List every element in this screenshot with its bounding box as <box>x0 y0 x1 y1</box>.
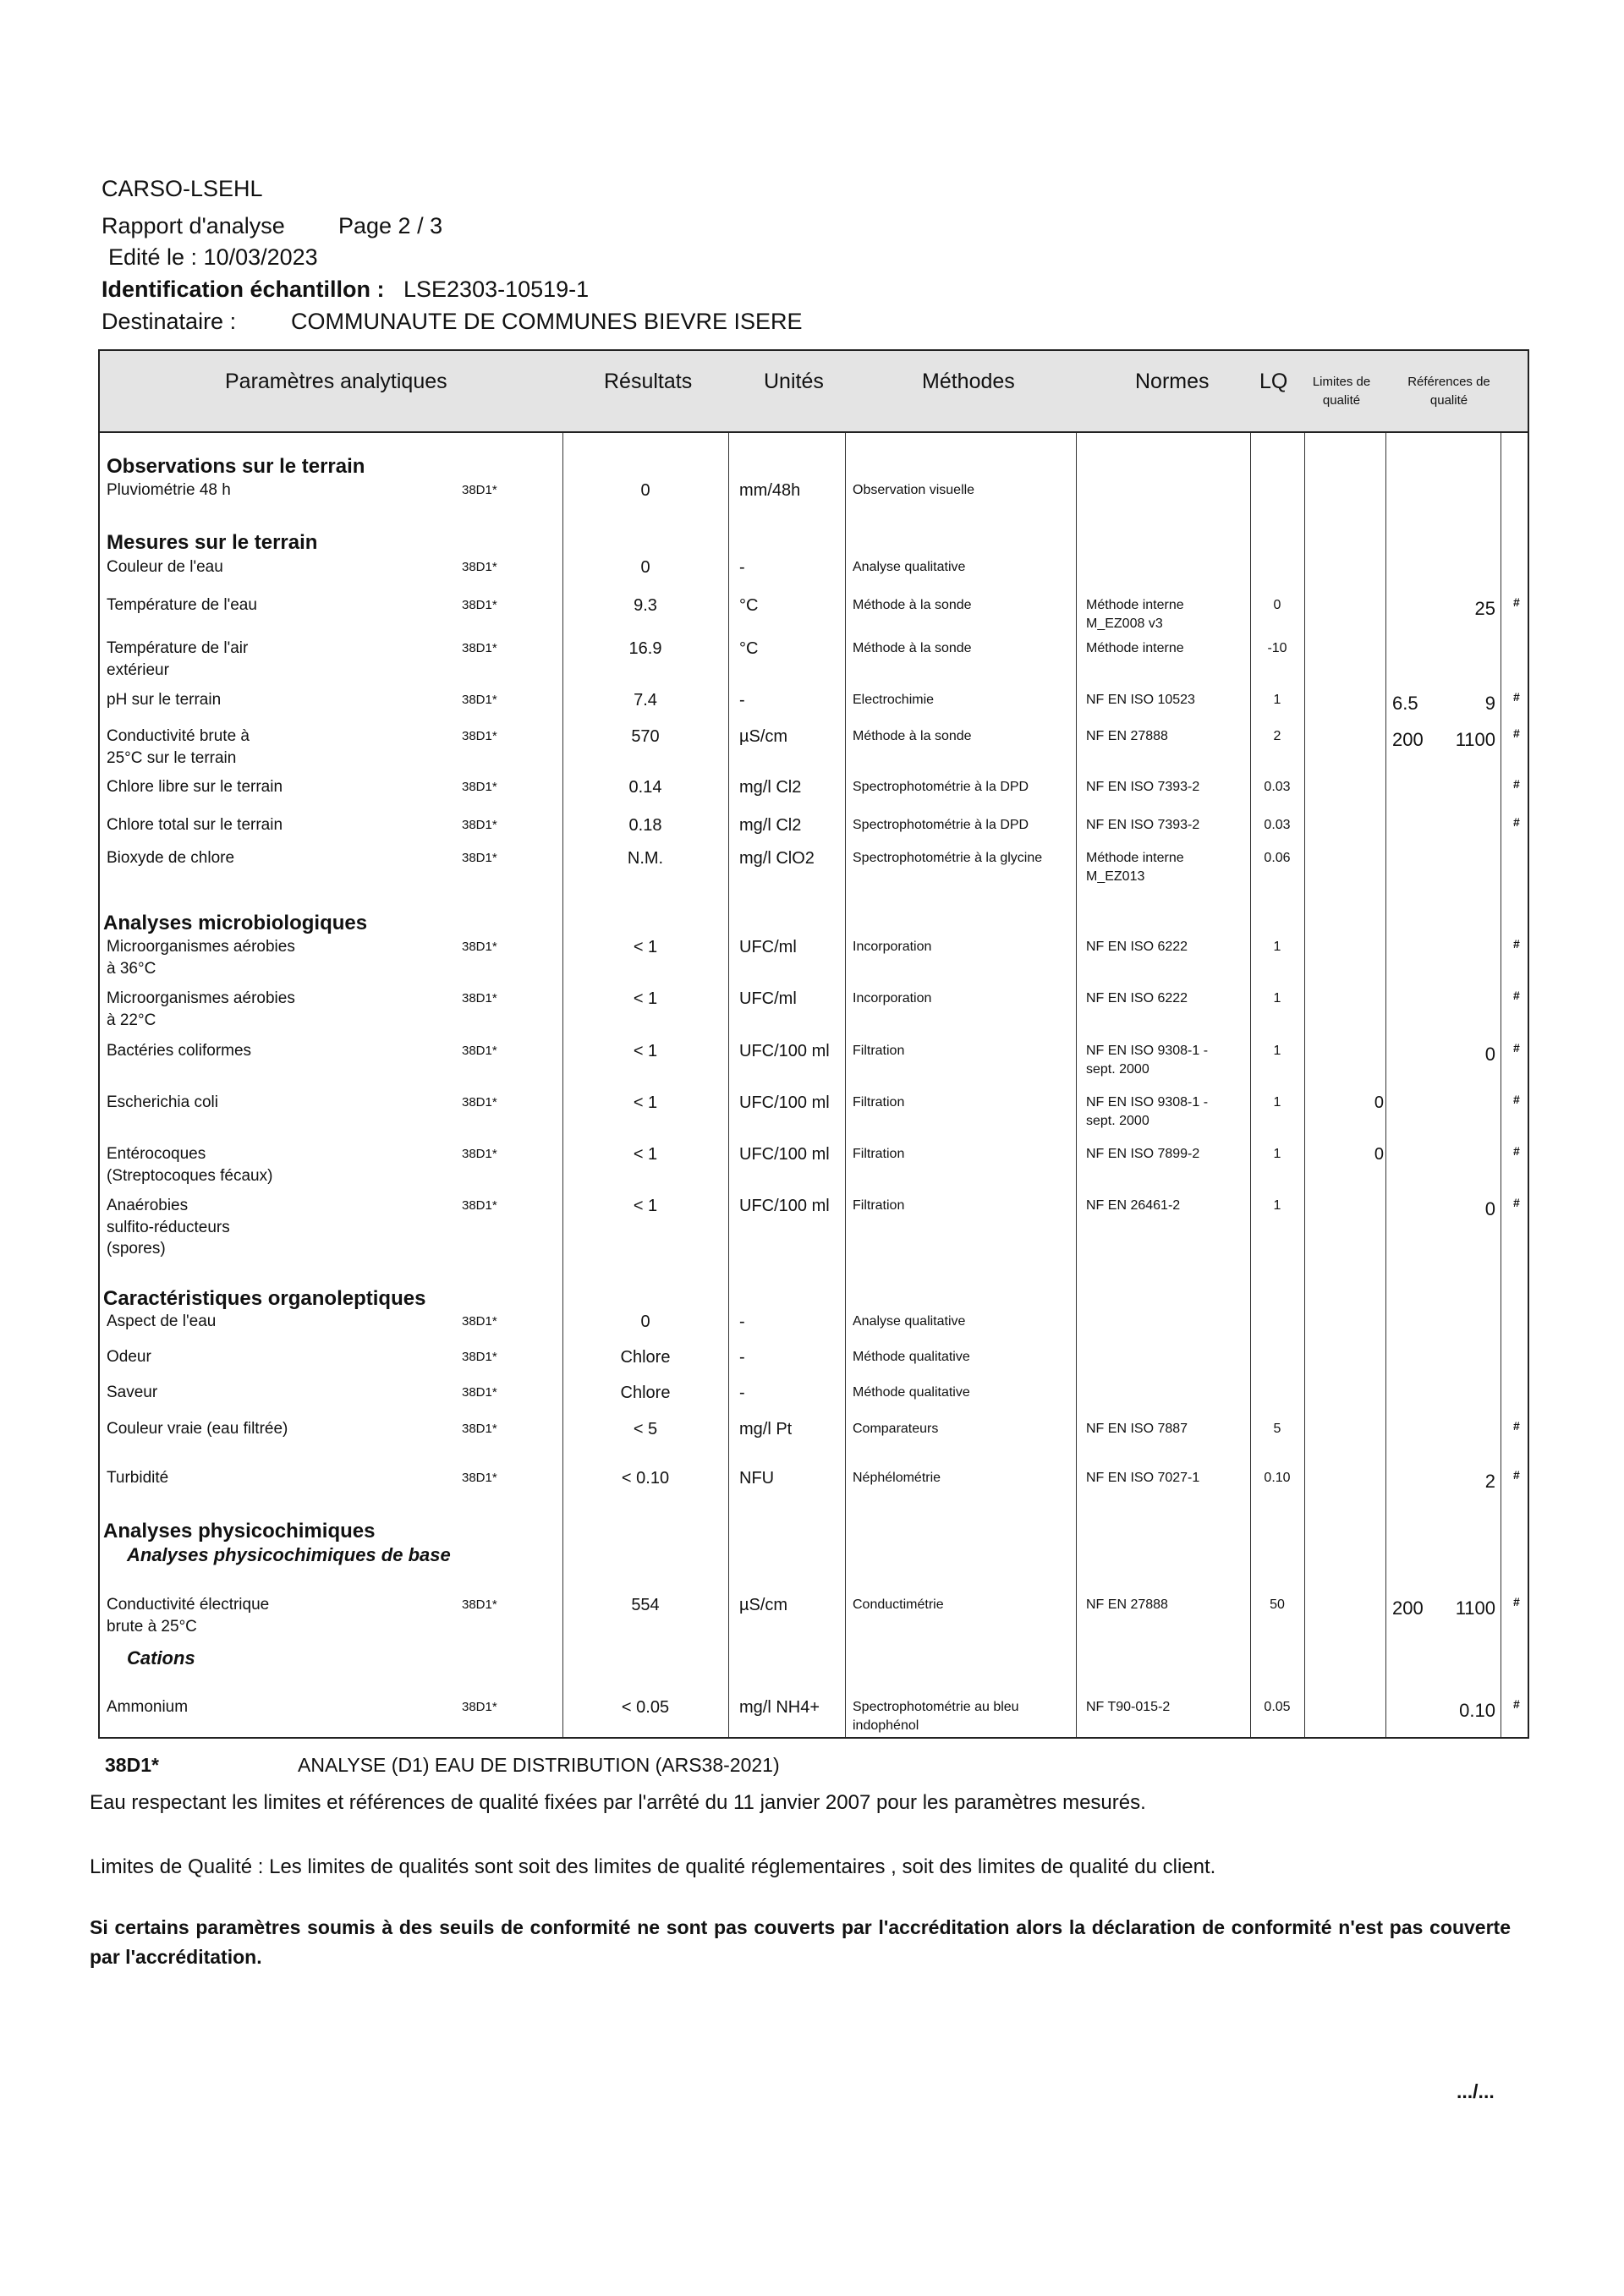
method: Méthode à la sonde <box>853 641 972 655</box>
norm: NF EN ISO 6222 <box>1086 940 1188 954</box>
lq-value: 1 <box>1273 1095 1281 1110</box>
divider <box>728 433 729 1737</box>
parameter-name: Ammonium <box>107 1698 189 1716</box>
norm: Méthode interne <box>1086 641 1184 655</box>
parameter-name: Anaérobies sulfito-réducteurs (spores) <box>107 1197 230 1258</box>
lab-name: CARSO-LSEHL <box>102 176 263 201</box>
unit: mm/48h <box>739 481 801 500</box>
unit: - <box>739 1384 745 1402</box>
edit-date: Edité le : 10/03/2023 <box>108 244 318 270</box>
unit: UFC/ml <box>739 938 797 956</box>
quality-reference-min: 200 <box>1392 1597 1424 1619</box>
analysis-code: 38D1* <box>462 1422 497 1436</box>
unit: °C <box>739 596 759 615</box>
result-value: 570 <box>631 727 660 746</box>
accreditation-note: Si certains paramètres soumis à des seuils de conformité ne sont pas couverts par l'accréditation alors la déclaration de conformité n'est pas couverte par l'accréditation. <box>90 1916 1511 1968</box>
lq-value: 5 <box>1273 1422 1281 1436</box>
parameter-name: Pluviométrie 48 h <box>107 481 231 499</box>
sample-id-label: Identification échantillon : <box>102 277 385 302</box>
unit: µS/cm <box>739 1596 788 1614</box>
unit: mg/l NH4+ <box>739 1698 820 1717</box>
unit: mg/l Cl2 <box>739 778 802 797</box>
lq-value: 0.05 <box>1264 1700 1291 1714</box>
method: Spectrophotométrie à la DPD <box>853 818 1029 832</box>
subsection-title: Analyses physicochimiques de base <box>127 1544 451 1565</box>
method: Méthode à la sonde <box>853 598 972 612</box>
analysis-code: 38D1* <box>462 641 497 655</box>
method: Comparateurs <box>853 1422 939 1436</box>
parameter-name: Microorganismes aérobies à 36°C <box>107 938 295 978</box>
col-lq: LQ <box>1259 370 1288 393</box>
method: Méthode qualitative <box>853 1385 970 1400</box>
parameter-name: Chlore total sur le terrain <box>107 816 283 834</box>
lq-value: 1 <box>1273 991 1281 1006</box>
section-title: Analyses microbiologiques <box>103 912 368 934</box>
result-value: 16.9 <box>628 639 662 658</box>
accreditation-mark: # <box>1513 777 1520 791</box>
parameter-name: Bioxyde de chlore <box>107 849 235 867</box>
lq-value: 0.06 <box>1264 851 1291 865</box>
result-value: Chlore <box>620 1348 671 1367</box>
result-value: 9.3 <box>634 596 657 615</box>
norm: NF EN ISO 6222 <box>1086 991 1188 1006</box>
legend-description: ANALYSE (D1) EAU DE DISTRIBUTION (ARS38-2021) <box>298 1754 780 1776</box>
analysis-code: 38D1* <box>462 780 497 794</box>
divider <box>845 433 846 1737</box>
accreditation-mark: # <box>1513 937 1520 951</box>
method: Filtration <box>853 1095 905 1110</box>
unit: mg/l Pt <box>739 1420 793 1438</box>
norm: NF EN ISO 7393-2 <box>1086 818 1200 832</box>
norm: NF EN 27888 <box>1086 1597 1168 1612</box>
accreditation-mark: # <box>1513 989 1520 1002</box>
accreditation-mark: # <box>1513 1144 1520 1158</box>
analysis-code: 38D1* <box>462 1471 497 1485</box>
col-methods: Méthodes <box>922 370 1015 393</box>
norm: NF EN ISO 10523 <box>1086 693 1195 707</box>
result-value: 0 <box>640 481 650 500</box>
lq-value: 1 <box>1273 1147 1281 1161</box>
parameter-name: Température de l'air extérieur <box>107 639 249 679</box>
col-units: Unités <box>764 370 824 393</box>
accreditation-mark: # <box>1513 1093 1520 1106</box>
lq-value: 1 <box>1273 1198 1281 1213</box>
parameter-name: pH sur le terrain <box>107 691 222 709</box>
lq-value: 1 <box>1273 1044 1281 1058</box>
unit: - <box>739 1348 745 1367</box>
method: Incorporation <box>853 991 932 1006</box>
section-title: Mesures sur le terrain <box>107 531 318 554</box>
accreditation-mark: # <box>1513 1697 1520 1711</box>
parameter-name: Conductivité brute à 25°C sur le terrain <box>107 727 250 767</box>
result-value: 7.4 <box>634 691 657 710</box>
result-value: < 5 <box>633 1420 658 1438</box>
parameter-name: Odeur <box>107 1348 151 1366</box>
lq-value: 0 <box>1273 598 1281 612</box>
divider <box>1076 433 1077 1737</box>
sample-id: LSE2303-10519-1 <box>403 277 590 302</box>
analysis-code: 38D1* <box>462 1044 497 1058</box>
divider <box>1385 433 1386 1737</box>
quality-reference-min: 200 <box>1392 729 1424 750</box>
col-refs: Références de qualité <box>1407 375 1490 408</box>
method: Analyse qualitative <box>853 1314 966 1329</box>
analysis-code: 38D1* <box>462 991 497 1006</box>
divider <box>1304 433 1305 1737</box>
legend-code: 38D1* <box>105 1754 159 1776</box>
accreditation-mark: # <box>1513 1419 1520 1433</box>
divider <box>562 433 563 1737</box>
lq-value: 0.03 <box>1264 780 1291 794</box>
quality-reference-max: 0 <box>1484 1044 1495 1065</box>
quality-reference-max: 1100 <box>1455 1597 1495 1619</box>
method: Spectrophotométrie à la DPD <box>853 780 1029 794</box>
lq-value: -10 <box>1267 641 1287 655</box>
method: Observation visuelle <box>853 483 975 497</box>
parameter-name: Aspect de l'eau <box>107 1312 217 1330</box>
table-header <box>100 351 1528 433</box>
result-value: < 1 <box>633 1093 658 1112</box>
lq-value: 0.10 <box>1264 1471 1291 1485</box>
quality-limit-max: 0 <box>1374 1093 1384 1112</box>
parameter-name: Chlore libre sur le terrain <box>107 778 283 796</box>
norm: NF EN ISO 7899-2 <box>1086 1147 1200 1161</box>
quality-reference-max: 25 <box>1474 598 1495 619</box>
norm: NF EN ISO 7027-1 <box>1086 1471 1200 1485</box>
analysis-code: 38D1* <box>462 1147 497 1161</box>
recipient: COMMUNAUTE DE COMMUNES BIEVRE ISERE <box>291 309 803 334</box>
result-value: < 0.10 <box>621 1469 670 1488</box>
analysis-code: 38D1* <box>462 483 497 497</box>
result-value: < 0.05 <box>621 1698 670 1717</box>
result-value: N.M. <box>627 849 664 868</box>
quality-reference-max: 0.10 <box>1459 1700 1495 1721</box>
result-value: Chlore <box>620 1384 671 1402</box>
section-title: Analyses physicochimiques <box>103 1520 376 1543</box>
parameter-name: Microorganismes aérobies à 22°C <box>107 989 295 1029</box>
col-params: Paramètres analytiques <box>225 370 447 393</box>
accreditation-mark: # <box>1513 1041 1520 1055</box>
parameter-name: Couleur vraie (eau filtrée) <box>107 1420 288 1438</box>
compliance-note: Eau respectant les limites et références de qualité fixées par l'arrêté du 11 janvier 2007 pour les paramètres mesurés. <box>90 1791 1146 1814</box>
unit: UFC/100 ml <box>739 1093 830 1112</box>
analysis-code: 38D1* <box>462 1314 497 1329</box>
result-value: 0.18 <box>628 816 662 835</box>
norm: NF EN 26461-2 <box>1086 1198 1181 1213</box>
method: Filtration <box>853 1198 905 1213</box>
lq-value: 2 <box>1273 729 1281 743</box>
parameter-name: Entérocoques (Streptocoques fécaux) <box>107 1145 273 1185</box>
accreditation-mark: # <box>1513 1468 1520 1482</box>
lq-value: 50 <box>1270 1597 1285 1612</box>
unit: - <box>739 558 745 577</box>
unit: UFC/100 ml <box>739 1042 830 1060</box>
result-value: < 1 <box>633 989 658 1008</box>
accreditation-mark: # <box>1513 595 1520 609</box>
lq-value: 0.03 <box>1264 818 1291 832</box>
result-value: < 1 <box>633 1197 658 1215</box>
method: Spectrophotométrie au bleu indophénol <box>853 1700 1019 1733</box>
col-limits: Limites de qualité <box>1312 375 1371 408</box>
accreditation-mark: # <box>1513 1595 1520 1608</box>
quality-limits-note: Limites de Qualité : Les limites de qualités sont soit des limites de qualité réglementaires , soit des limites de qualité du client. <box>90 1855 1216 1878</box>
quality-limit-max: 0 <box>1374 1145 1384 1164</box>
quality-reference-min: 6.5 <box>1392 693 1418 714</box>
norm: NF EN ISO 7887 <box>1086 1422 1188 1436</box>
method: Conductimétrie <box>853 1597 944 1612</box>
divider <box>1250 433 1251 1737</box>
page-number: Page 2 / 3 <box>338 213 443 238</box>
quality-reference-max: 2 <box>1484 1471 1495 1492</box>
norm: Méthode interne M_EZ008 v3 <box>1086 598 1184 631</box>
recipient-label: Destinataire : <box>102 309 237 334</box>
analysis-code: 38D1* <box>462 1095 497 1110</box>
quality-reference-max: 9 <box>1484 693 1495 714</box>
quality-reference-max: 1100 <box>1455 729 1495 750</box>
section-title: Caractéristiques organoleptiques <box>103 1287 426 1310</box>
col-results: Résultats <box>604 370 693 393</box>
result-value: 554 <box>631 1596 660 1614</box>
parameter-name: Escherichia coli <box>107 1093 218 1111</box>
method: Néphélométrie <box>853 1471 941 1485</box>
analysis-code: 38D1* <box>462 1350 497 1364</box>
norm: NF T90-015-2 <box>1086 1700 1171 1714</box>
method: Filtration <box>853 1147 905 1161</box>
result-value: < 1 <box>633 1145 658 1164</box>
unit: - <box>739 691 745 710</box>
norm: NF EN 27888 <box>1086 729 1168 743</box>
results-table <box>98 349 1529 1739</box>
continued-marker: .../... <box>1457 2080 1495 2102</box>
unit: UFC/100 ml <box>739 1145 830 1164</box>
parameter-name: Température de l'eau <box>107 596 257 614</box>
accreditation-mark: # <box>1513 690 1520 704</box>
section-title: Observations sur le terrain <box>107 455 365 478</box>
parameter-name: Turbidité <box>107 1469 169 1487</box>
unit: °C <box>739 639 759 658</box>
unit: mg/l ClO2 <box>739 849 815 868</box>
method: Méthode qualitative <box>853 1350 970 1364</box>
method: Spectrophotométrie à la glycine <box>853 851 1043 865</box>
analysis-code: 38D1* <box>462 693 497 707</box>
col-norms: Normes <box>1135 370 1210 393</box>
norm: Méthode interne M_EZ013 <box>1086 851 1184 884</box>
accreditation-mark: # <box>1513 815 1520 829</box>
parameter-name: Couleur de l'eau <box>107 558 223 576</box>
method: Analyse qualitative <box>853 560 966 574</box>
analysis-code: 38D1* <box>462 851 497 865</box>
method: Electrochimie <box>853 693 935 707</box>
parameter-name: Conductivité électrique brute à 25°C <box>107 1596 270 1636</box>
quality-reference-max: 0 <box>1484 1198 1495 1219</box>
accreditation-mark: # <box>1513 1196 1520 1209</box>
result-value: 0.14 <box>628 778 662 797</box>
analysis-code: 38D1* <box>462 1385 497 1400</box>
unit: UFC/ml <box>739 989 797 1008</box>
parameter-name: Bactéries coliformes <box>107 1042 252 1060</box>
method: Filtration <box>853 1044 905 1058</box>
report-title: Rapport d'analyse <box>102 213 285 238</box>
method: Méthode à la sonde <box>853 729 972 743</box>
unit: - <box>739 1312 745 1331</box>
analysis-code: 38D1* <box>462 598 497 612</box>
norm: NF EN ISO 9308-1 - sept. 2000 <box>1086 1095 1209 1128</box>
accreditation-mark: # <box>1513 726 1520 740</box>
result-value: 0 <box>640 558 650 577</box>
subsection-title: Cations <box>127 1647 195 1669</box>
unit: NFU <box>739 1469 775 1488</box>
unit: µS/cm <box>739 727 788 746</box>
unit: UFC/100 ml <box>739 1197 830 1215</box>
analysis-code: 38D1* <box>462 729 497 743</box>
norm: NF EN ISO 9308-1 - sept. 2000 <box>1086 1044 1209 1077</box>
analysis-code: 38D1* <box>462 940 497 954</box>
analysis-code: 38D1* <box>462 1700 497 1714</box>
parameter-name: Saveur <box>107 1384 158 1401</box>
lq-value: 1 <box>1273 940 1281 954</box>
result-value: < 1 <box>633 1042 658 1060</box>
result-value: 0 <box>640 1312 650 1331</box>
analysis-code: 38D1* <box>462 1198 497 1213</box>
unit: mg/l Cl2 <box>739 816 802 835</box>
lq-value: 1 <box>1273 693 1281 707</box>
analysis-code: 38D1* <box>462 1597 497 1612</box>
norm: NF EN ISO 7393-2 <box>1086 780 1200 794</box>
analysis-code: 38D1* <box>462 560 497 574</box>
result-value: < 1 <box>633 938 658 956</box>
analysis-code: 38D1* <box>462 818 497 832</box>
method: Incorporation <box>853 940 932 954</box>
